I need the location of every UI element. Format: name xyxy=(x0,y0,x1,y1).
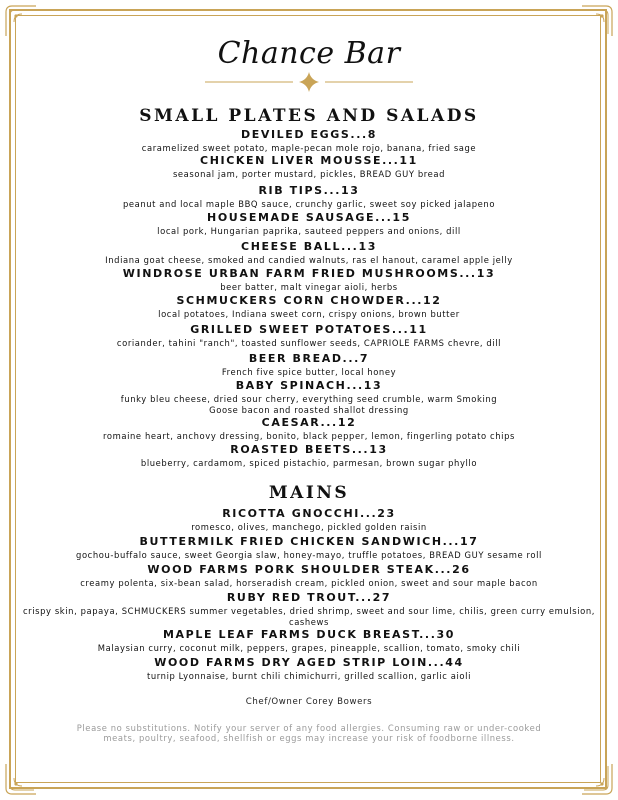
menu-item-description: gochou-buffalo sauce, sweet Georgia slaw, honey-mayo, truffle potatoes, BREAD GUY sesame roll xyxy=(76,550,542,560)
menu-item-description: romaine heart, anchovy dressing, bonito, black pepper, lemon, fingerling potato chips xyxy=(103,431,515,441)
menu-item xyxy=(20,591,598,627)
menu-item xyxy=(20,443,598,469)
menu-item xyxy=(20,563,598,589)
menu-item-name: WINDROSE URBAN FARM FRIED MUSHROOMS...13 xyxy=(122,267,496,280)
menu-item xyxy=(20,656,598,682)
restaurant-title: Chance Bar xyxy=(217,36,401,71)
menu-item-description: funky bleu cheese, dried sour cherry, everything seed crumble, warm Smoking Goose bacon and roasted shallot dressing xyxy=(120,394,498,415)
corner-ornament-icon xyxy=(580,762,614,796)
chef-credit: Chef/Owner Corey Bowers xyxy=(245,697,373,707)
menu-item xyxy=(20,507,598,533)
menu-item xyxy=(20,323,598,349)
menu-item xyxy=(20,128,598,154)
section-heading-small-plates: SMALL PLATES AND SALADS xyxy=(139,106,479,126)
menu-item-name: WOOD FARMS DRY AGED STRIP LOIN...44 xyxy=(154,656,464,669)
menu-item-name: CHEESE BALL...13 xyxy=(241,240,377,253)
menu-item-name: RIB TIPS...13 xyxy=(258,184,360,197)
menu-item-description: creamy polenta, six-bean salad, horseradish cream, pickled onion, sweet and sour maple bacon xyxy=(80,578,538,588)
menu-item-description: blueberry, cardamom, spiced pistachio, parmesan, brown sugar phyllo xyxy=(140,458,478,468)
menu-item-name: BUTTERMILK FRIED CHICKEN SANDWICH...17 xyxy=(139,535,479,548)
corner-ornament-icon xyxy=(4,762,38,796)
menu-item-name: CHICKEN LIVER MOUSSE...11 xyxy=(200,154,418,167)
star-divider-icon xyxy=(205,70,413,94)
menu-item-description: caramelized sweet potato, maple-pecan mole rojo, banana, fried sage xyxy=(141,143,477,153)
menu-item xyxy=(20,184,598,210)
menu-item xyxy=(20,628,598,654)
menu-item-description: coriander, tahini "ranch", toasted sunflower seeds, CAPRIOLE FARMS chevre, dill xyxy=(116,338,502,348)
corner-ornament-icon xyxy=(4,4,38,38)
menu-item-description: crispy skin, papaya, SCHMUCKERS summer vegetables, dried shrimp, sweet and sour lime, chilis, green curry emulsion, cashews xyxy=(22,606,596,627)
menu-item xyxy=(20,294,598,320)
corner-ornament-icon xyxy=(580,4,614,38)
menu-item-name: BABY SPINACH...13 xyxy=(235,379,383,392)
menu-item-description: local potatoes, Indiana sweet corn, crispy onions, brown butter xyxy=(158,309,460,319)
menu-item xyxy=(20,535,598,561)
menu-item xyxy=(20,240,598,266)
menu-item-name: BEER BREAD...7 xyxy=(248,352,370,365)
allergy-disclaimer: Please no substitutions. Notify your server of any food allergies. Consuming raw or under-cooked meats, poultry, seafood, shellfish or eggs may increase your risk of foodborne illness. xyxy=(76,723,542,744)
menu-item xyxy=(20,267,598,293)
menu-item-name: WOOD FARMS PORK SHOULDER STEAK...26 xyxy=(147,563,471,576)
menu-item-name: MAPLE LEAF FARMS DUCK BREAST...30 xyxy=(163,628,455,641)
menu-item-description: beer batter, malt vinegar aioli, herbs xyxy=(220,282,398,292)
menu-item xyxy=(20,211,598,237)
menu-item-description: seasonal jam, porter mustard, pickles, BREAD GUY bread xyxy=(172,169,446,179)
menu-item xyxy=(20,154,598,180)
menu-item-description: turnip Lyonnaise, burnt chili chimichurri, grilled scallion, garlic aioli xyxy=(146,671,471,681)
menu-item-name: DEVILED EGGS...8 xyxy=(240,128,378,141)
menu-item-name: GRILLED SWEET POTATOES...11 xyxy=(190,323,428,336)
menu-item-description: Indiana goat cheese, smoked and candied walnuts, ras el hanout, caramel apple jelly xyxy=(105,255,513,265)
menu-item-name: RUBY RED TROUT...27 xyxy=(226,591,392,604)
menu-item-description: romesco, olives, manchego, pickled golden raisin xyxy=(191,522,427,532)
menu-item xyxy=(120,379,498,415)
menu-item-name: HOUSEMADE SAUSAGE...15 xyxy=(207,211,411,224)
section-heading-mains: MAINS xyxy=(268,483,350,503)
menu-item-description: local pork, Hungarian paprika, sauteed peppers and onions, dill xyxy=(157,226,461,236)
menu-item-name: SCHMUCKERS CORN CHOWDER...12 xyxy=(176,294,442,307)
menu-item-description: French five spice butter, local honey xyxy=(221,367,397,377)
menu-item-name: CAESAR...12 xyxy=(261,416,357,429)
menu-item xyxy=(20,352,598,378)
menu-item-description: Malaysian curry, coconut milk, peppers, grapes, pineapple, scallion, tomato, smoky chili xyxy=(97,643,521,653)
menu-item-description: peanut and local maple BBQ sauce, crunchy garlic, sweet soy picked jalapeno xyxy=(122,199,496,209)
menu-item-name: ROASTED BEETS...13 xyxy=(230,443,388,456)
menu-item-name: RICOTTA GNOCCHI...23 xyxy=(222,507,396,520)
menu-item xyxy=(20,416,598,442)
